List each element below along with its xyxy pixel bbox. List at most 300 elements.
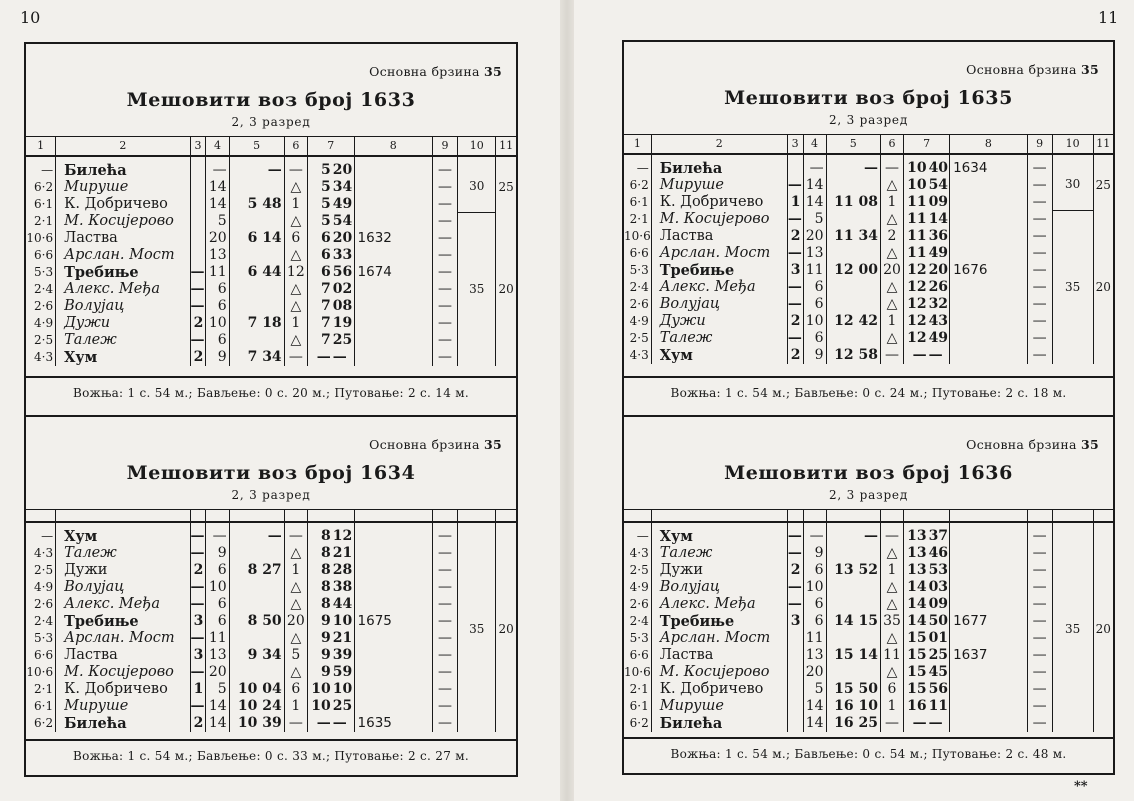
col9-value: —	[432, 230, 457, 247]
col3-value	[787, 664, 803, 681]
speed-col11-bottom: 20	[496, 213, 516, 366]
running-minutes: 20	[803, 228, 826, 245]
stop-minutes: △	[881, 211, 904, 228]
running-minutes: 20	[206, 664, 229, 681]
table-row	[26, 298, 516, 315]
col3-value	[787, 681, 803, 698]
col3-value	[190, 162, 206, 179]
speed-col11-top: 25	[1093, 160, 1113, 211]
stop-minutes: —	[284, 349, 307, 366]
station-name: Билећа	[56, 715, 190, 732]
class-label: 2, 3 разред	[231, 488, 311, 502]
arrival-time	[229, 213, 284, 230]
departure-time	[307, 162, 354, 179]
running-minutes: 6	[206, 596, 229, 613]
stop-minutes: 1	[881, 698, 904, 715]
departure-time	[904, 545, 950, 562]
table-row	[26, 162, 516, 179]
stop-minutes: △	[881, 330, 904, 347]
footer-rule	[624, 376, 1113, 378]
footer-rule	[26, 376, 516, 378]
table-row	[624, 330, 1113, 347]
col3-value: 2	[190, 315, 206, 332]
speed-value: 35	[1081, 62, 1099, 77]
departure-hour: 6	[321, 263, 331, 280]
col-header-4: 4	[803, 135, 826, 154]
departure-minute: 38	[332, 578, 353, 595]
departure-minute: 49	[928, 244, 949, 261]
speed-value: 35	[484, 437, 502, 452]
running-minutes: 9	[803, 545, 826, 562]
departure-hour: 5	[321, 195, 331, 212]
arrival-time: 10 24	[229, 698, 284, 715]
departure-time	[904, 279, 950, 296]
stop-minutes: △	[284, 630, 307, 647]
station-name: Дужи	[651, 313, 787, 330]
departure-hour: 13	[907, 544, 927, 561]
connection-train	[354, 349, 432, 366]
col9-value: —	[432, 196, 457, 213]
connection-train	[950, 715, 1027, 732]
col9-value: —	[432, 681, 457, 698]
departure-minute: 25	[928, 646, 949, 663]
connection-train	[354, 247, 432, 264]
col3-value: 2	[190, 562, 206, 579]
departure-time	[904, 228, 950, 245]
col9-value: —	[1027, 596, 1052, 613]
table-row	[26, 545, 516, 562]
col9-value: —	[432, 162, 457, 179]
station-name: М. Косијерово	[651, 211, 787, 228]
stop-minutes: △	[881, 279, 904, 296]
col-header-9: 9	[432, 137, 457, 156]
distance-km: 2·4	[34, 613, 54, 628]
station-name: Арслан. Мост	[651, 245, 787, 262]
col9-value: —	[1027, 347, 1052, 364]
connection-train	[354, 213, 432, 230]
departure-hour: 8	[321, 595, 331, 612]
departure-hour: 15	[907, 646, 927, 663]
departure-hour: 5	[321, 161, 331, 178]
table-row	[624, 681, 1113, 698]
departure-minute: 56	[332, 263, 353, 280]
departure-hour: 8	[321, 544, 331, 561]
connection-train	[354, 579, 432, 596]
table-row	[624, 545, 1113, 562]
running-minutes: —	[803, 528, 826, 545]
departure-hour: —	[316, 348, 331, 365]
station-name: М. Косијерово	[651, 664, 787, 681]
col-header-8: 8	[950, 135, 1027, 154]
arrival-time	[826, 630, 880, 647]
book-gutter	[560, 0, 574, 801]
table-row	[624, 579, 1113, 596]
stop-minutes: △	[881, 596, 904, 613]
table-row	[26, 247, 516, 264]
departure-time	[904, 347, 950, 364]
distance-km: 6·2	[629, 715, 649, 730]
distance-km: 2·1	[34, 681, 54, 696]
departure-hour: 7	[321, 331, 331, 348]
departure-minute: 26	[928, 278, 949, 295]
distance-km: 4·3	[629, 545, 649, 560]
running-minutes: 14	[803, 698, 826, 715]
connection-train	[950, 228, 1027, 245]
connection-train	[354, 545, 432, 562]
col-header-11: 11	[496, 137, 516, 156]
col9-value: —	[1027, 681, 1052, 698]
distance-km: 10·6	[624, 228, 651, 243]
departure-hour: 11	[907, 244, 927, 261]
departure-hour: 16	[907, 697, 927, 714]
table-row	[26, 528, 516, 545]
speed-value: 35	[1081, 437, 1099, 452]
stop-minutes: △	[284, 213, 307, 230]
station-name: Хум	[56, 349, 190, 366]
col9-value: —	[1027, 647, 1052, 664]
running-minutes: 13	[206, 247, 229, 264]
table-row	[26, 315, 516, 332]
departure-minute: 45	[928, 663, 949, 680]
station-name: Мируше	[56, 698, 190, 715]
departure-time	[307, 630, 354, 647]
connection-train	[950, 313, 1027, 330]
speed-label	[966, 62, 1099, 77]
distance-km: 2·1	[629, 211, 649, 226]
table-row	[26, 281, 516, 298]
col3-value: —	[190, 697, 205, 714]
arrival-time	[229, 179, 284, 196]
running-minutes: 6	[803, 562, 826, 579]
departure-time	[904, 630, 950, 647]
departure-minute: 01	[928, 629, 949, 646]
train-title: Мешовити воз број 1636	[724, 462, 1013, 484]
stop-minutes: —	[881, 528, 904, 545]
running-minutes: 10	[206, 579, 229, 596]
departure-time	[307, 698, 354, 715]
speed-label	[369, 64, 502, 79]
departure-minute: 14	[928, 210, 949, 227]
departure-hour: —	[912, 346, 927, 363]
col9-value: —	[432, 647, 457, 664]
col9-value: —	[432, 179, 457, 196]
stop-minutes: △	[881, 664, 904, 681]
col-header-7: 7	[904, 135, 950, 154]
distance-km: —	[41, 528, 54, 543]
connection-train	[950, 545, 1027, 562]
col3-value: —	[190, 280, 205, 297]
departure-minute: 10	[332, 680, 353, 697]
col-header-10: 10	[458, 137, 496, 156]
col-header-blank	[624, 510, 651, 522]
departure-minute: 56	[928, 680, 949, 697]
col3-value: —	[787, 329, 802, 346]
station-name: Требиње	[651, 262, 787, 279]
col9-value: —	[432, 630, 457, 647]
arrival-time: 14 15	[826, 613, 880, 630]
departure-time	[904, 245, 950, 262]
table-row	[26, 647, 516, 664]
col-header-9: 9	[1027, 135, 1052, 154]
departure-minute: —	[928, 714, 943, 731]
col-header-blank	[881, 510, 904, 522]
col3-value: 3	[190, 647, 206, 664]
table-row	[624, 211, 1113, 228]
running-minutes: 10	[803, 313, 826, 330]
distance-km: 2·6	[629, 296, 649, 311]
arrival-time: 6 44	[229, 264, 284, 281]
table-row	[624, 596, 1113, 613]
departure-time	[904, 296, 950, 313]
station-name: Хум	[651, 528, 787, 545]
connection-train	[354, 298, 432, 315]
col9-value: —	[1027, 177, 1052, 194]
departure-hour: 14	[907, 578, 927, 595]
station-name: Ластва	[56, 647, 190, 664]
speed-label	[369, 437, 502, 452]
departure-minute: 02	[332, 280, 353, 297]
col3-value: 2	[787, 562, 803, 579]
table-row	[26, 681, 516, 698]
departure-minute: 59	[332, 663, 353, 680]
connection-train	[950, 664, 1027, 681]
arrival-time: 12 00	[826, 262, 880, 279]
connection-train	[950, 681, 1027, 698]
stop-minutes: 35	[881, 613, 904, 630]
left-page-frame	[24, 42, 518, 777]
col3-value: —	[787, 527, 802, 544]
col3-value: 3	[787, 262, 803, 279]
arrival-time	[229, 332, 284, 349]
connection-train	[354, 630, 432, 647]
connection-train: 1635	[354, 715, 432, 732]
col9-value: —	[1027, 698, 1052, 715]
stop-minutes: △	[284, 179, 307, 196]
running-minutes: 14	[803, 194, 826, 211]
connection-train	[354, 664, 432, 681]
departure-minute: 09	[928, 595, 949, 612]
connection-train: 1632	[354, 230, 432, 247]
departure-hour: 8	[321, 578, 331, 595]
speed-label-text: Основна брзина	[369, 437, 480, 452]
station-name: Билећа	[651, 715, 787, 732]
station-name: Требиње	[56, 264, 190, 281]
stop-minutes: △	[284, 545, 307, 562]
departure-minute: 11	[928, 697, 949, 714]
col9-value: —	[432, 247, 457, 264]
table-row	[26, 196, 516, 213]
arrival-time: 11 34	[826, 228, 880, 245]
speed-col11: 20	[496, 528, 516, 732]
speed-col11-top: 25	[496, 162, 516, 213]
running-minutes: 14	[803, 177, 826, 194]
col3-value: —	[190, 595, 205, 612]
speed-col10-top: 30	[1052, 160, 1093, 211]
travel-summary: Вожња: 1 с. 54 м.; Бављење: 0 с. 20 м.; Путовање: 2 с. 14 м.	[72, 386, 470, 400]
departure-time	[307, 664, 354, 681]
table-row	[624, 664, 1113, 681]
departure-time	[904, 562, 950, 579]
col-header-blank	[1052, 510, 1093, 522]
timetable-grid	[26, 509, 516, 732]
departure-minute: —	[332, 348, 347, 365]
speed-col10: 35	[458, 528, 496, 732]
col3-value	[787, 647, 803, 664]
arrival-time	[826, 330, 880, 347]
table-row	[26, 698, 516, 715]
table-row	[26, 349, 516, 366]
footer-rule	[26, 739, 516, 741]
running-minutes: 6	[206, 562, 229, 579]
page-number-left: 10	[20, 8, 41, 27]
stop-minutes: △	[284, 596, 307, 613]
stop-minutes: △	[881, 296, 904, 313]
connection-train	[950, 211, 1027, 228]
connection-train	[950, 279, 1027, 296]
departure-minute: 19	[332, 314, 353, 331]
stop-minutes: 6	[881, 681, 904, 698]
running-minutes: 11	[206, 264, 229, 281]
col-header-blank	[787, 510, 803, 522]
arrival-time: 16 10	[826, 698, 880, 715]
arrival-time	[826, 245, 880, 262]
col3-value	[787, 698, 803, 715]
running-minutes: 9	[206, 349, 229, 366]
arrival-time: 12 42	[826, 313, 880, 330]
col9-value: —	[432, 545, 457, 562]
timetable-grid	[624, 509, 1113, 732]
departure-hour: 7	[321, 297, 331, 314]
stop-minutes: 12	[284, 264, 307, 281]
running-minutes: 6	[803, 279, 826, 296]
departure-hour: 13	[907, 527, 927, 544]
connection-train	[354, 596, 432, 613]
footer-rule	[624, 737, 1113, 739]
arrival-time	[229, 247, 284, 264]
connection-train: 1637	[950, 647, 1027, 664]
stop-minutes: △	[284, 664, 307, 681]
arrival-time: 7 18	[229, 315, 284, 332]
stop-minutes: △	[284, 298, 307, 315]
stop-minutes: 1	[284, 562, 307, 579]
departure-hour: 12	[907, 278, 927, 295]
departure-minute: 39	[332, 646, 353, 663]
table-row	[624, 715, 1113, 732]
departure-time	[904, 647, 950, 664]
col-header-6: 6	[284, 137, 307, 156]
col9-value: —	[432, 579, 457, 596]
col9-value: —	[432, 715, 457, 732]
arrival-time	[229, 281, 284, 298]
col9-value: —	[432, 528, 457, 545]
col9-value: —	[1027, 330, 1052, 347]
col3-value: 3	[787, 613, 803, 630]
table-row	[26, 613, 516, 630]
col3-value	[787, 715, 803, 732]
col3-value	[190, 179, 206, 196]
timetable-grid	[26, 136, 516, 366]
table-row	[624, 562, 1113, 579]
station-name: Дужи	[56, 315, 190, 332]
col9-value: —	[432, 562, 457, 579]
stop-minutes: △	[881, 177, 904, 194]
col-header-blank	[803, 510, 826, 522]
connection-train	[354, 647, 432, 664]
distance-km: 2·5	[34, 332, 54, 347]
class-label: 2, 3 разред	[231, 115, 311, 129]
header-row	[26, 137, 516, 156]
departure-minute: 10	[332, 612, 353, 629]
distance-km: 4·9	[34, 579, 54, 594]
distance-km: 6·1	[629, 194, 649, 209]
running-minutes: 6	[803, 613, 826, 630]
station-name: Волујац	[56, 579, 190, 596]
col3-value: 2	[787, 228, 803, 245]
table-row	[26, 596, 516, 613]
station-name: Билећа	[56, 162, 190, 179]
connection-train	[950, 194, 1027, 211]
page-number-right: 11	[1098, 8, 1119, 27]
col9-value: —	[1027, 630, 1052, 647]
col3-value: —	[787, 295, 802, 312]
col9-value: —	[432, 332, 457, 349]
departure-minute: 43	[928, 312, 949, 329]
station-name: Дужи	[56, 562, 190, 579]
station-name: К. Добричево	[56, 196, 190, 213]
arrival-time: 8 27	[229, 562, 284, 579]
col9-value: —	[1027, 613, 1052, 630]
departure-time	[904, 681, 950, 698]
col9-value: —	[1027, 245, 1052, 262]
departure-time	[307, 196, 354, 213]
speed-col10-bottom: 35	[1052, 211, 1093, 364]
col9-value: —	[1027, 211, 1052, 228]
connection-train	[950, 528, 1027, 545]
col-header-blank	[284, 510, 307, 522]
col-header-blank	[496, 510, 516, 522]
arrival-time: 10 39	[229, 715, 284, 732]
distance-km: —	[41, 162, 54, 177]
col-header-1: 1	[624, 135, 651, 154]
arrival-time	[826, 177, 880, 194]
running-minutes: 11	[206, 630, 229, 647]
station-name: К. Добричево	[651, 681, 787, 698]
departure-time	[904, 528, 950, 545]
distance-km: 6·6	[629, 647, 649, 662]
col-header-blank	[229, 510, 284, 522]
departure-time	[307, 281, 354, 298]
col3-value: 2	[190, 349, 206, 366]
header-rule-row	[624, 510, 1113, 522]
distance-km: 4·9	[34, 315, 54, 330]
station-name: К. Добричево	[56, 681, 190, 698]
departure-minute: 20	[332, 229, 353, 246]
connection-train: 1677	[950, 613, 1027, 630]
station-name: Талеж	[651, 330, 787, 347]
running-minutes: 14	[206, 196, 229, 213]
col9-value: —	[1027, 528, 1052, 545]
departure-hour: 12	[907, 312, 927, 329]
col-header-2: 2	[651, 135, 787, 154]
table-row	[26, 664, 516, 681]
stop-minutes: 6	[284, 230, 307, 247]
col9-value: —	[432, 281, 457, 298]
departure-minute: 20	[332, 161, 353, 178]
arrival-time	[826, 211, 880, 228]
arrival-time: —	[229, 528, 284, 545]
speed-col11: 20	[1093, 528, 1113, 732]
stop-minutes: △	[881, 630, 904, 647]
